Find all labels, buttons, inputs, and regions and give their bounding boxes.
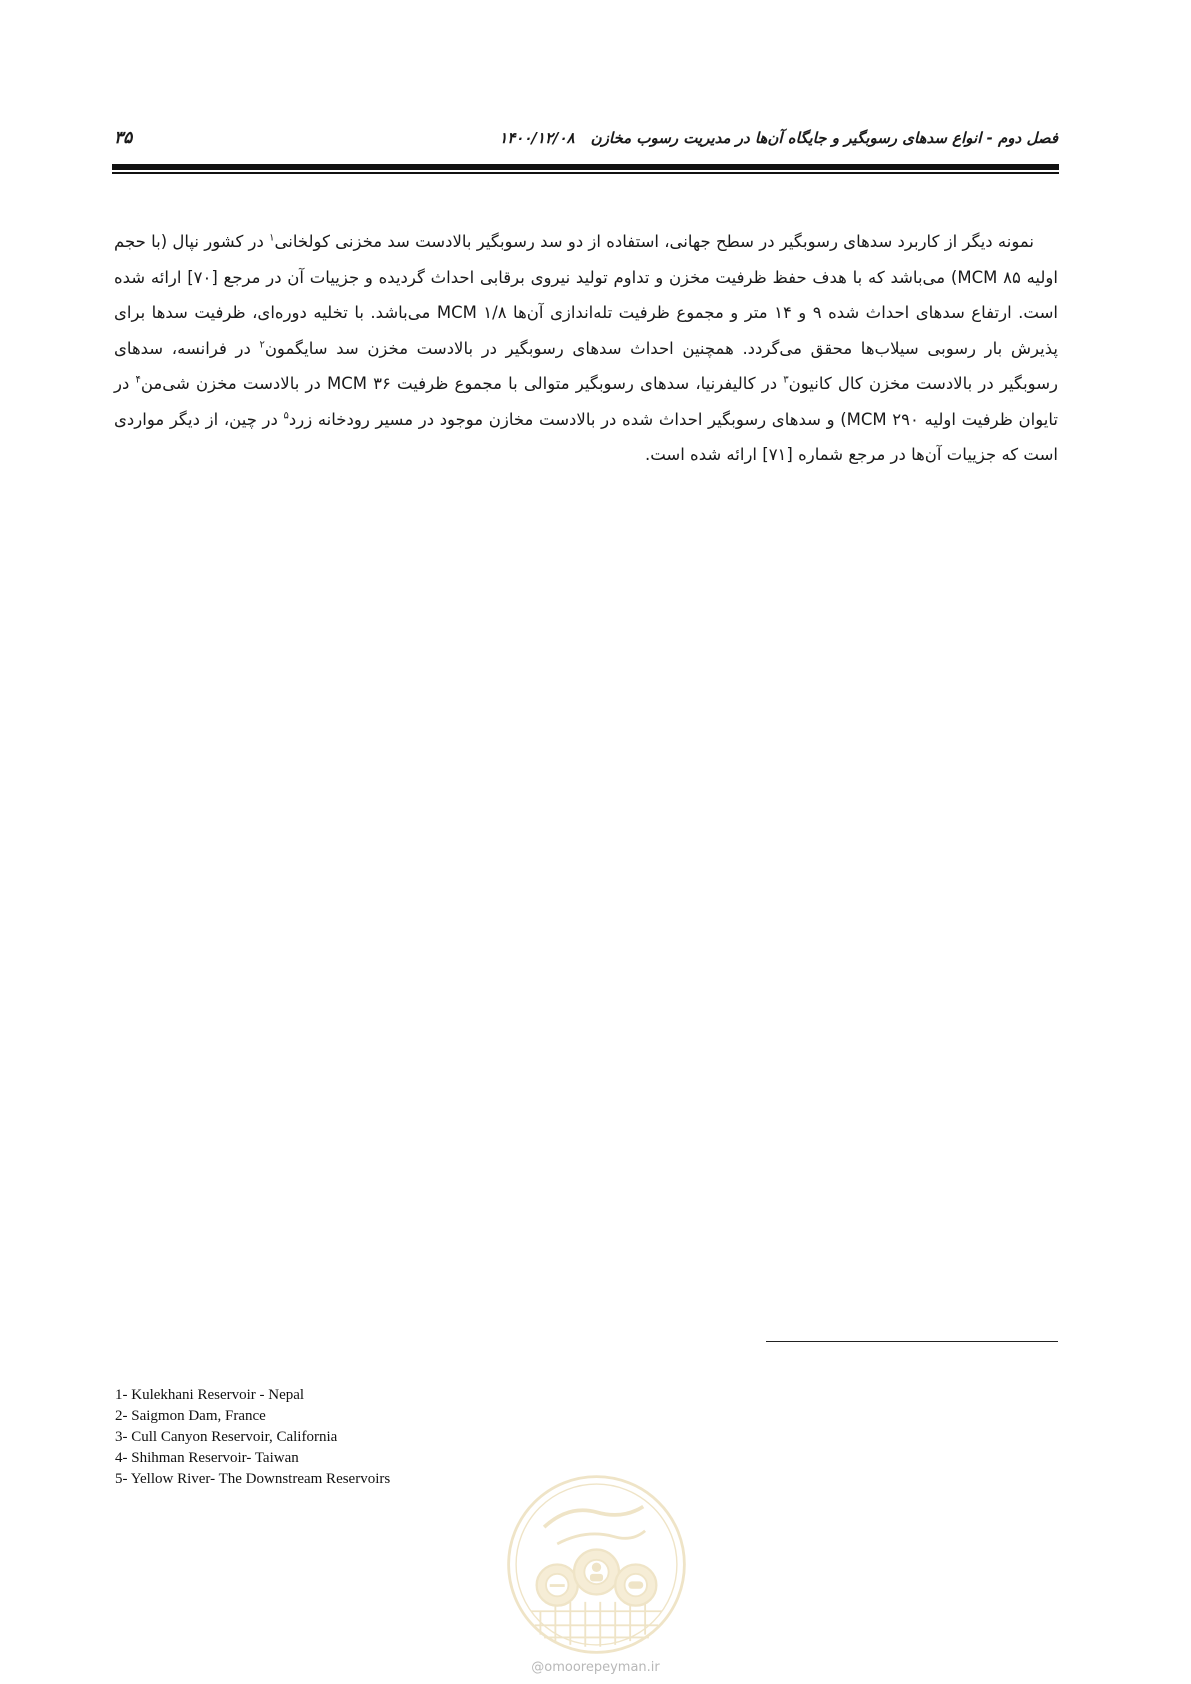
footnote-5: 5- Yellow River- The Downstream Reservoirs: [115, 1471, 391, 1487]
footnote-ref-3: ۳: [783, 374, 789, 386]
body-paragraph: [114, 224, 1058, 473]
footnote-ref-1: ۱: [269, 232, 275, 244]
text-run: در تایوان ظرفیت اولیه ۲۹۰ MCM) و سدهای رسوبگیر احداث شده در بالادست مخازن موجود در مسیر رودخانه زرد: [114, 374, 1058, 429]
footnote-3: 3- Cull Canyon Reservoir, California: [115, 1429, 338, 1445]
chapter-title-text: فصل دوم - انواع سدهای رسوبگیر و جایگاه آن‌ها در مدیریت رسوب مخازن: [590, 129, 1058, 147]
text-run: در کالیفرنیا، سدهای رسوبگیر متوالی با مجموع ظرفیت ۳۶ MCM در بالادست مخزن شی‌من: [140, 374, 784, 393]
footnote-ref-5: ۵: [283, 410, 289, 421]
footnote-2: 2- Saigmon Dam, France: [115, 1408, 266, 1424]
text-run: در کشور نپال (با حجم اولیه ۸۵ MCM) می‌باشد که با هدف حفظ ظرفیت مخزن و تداوم تولید نیروی برقابی احداث گردیده و جزییات آن در مرجع [۷۰] ارائه شده است. ارتفاع سدهای احداث شده ۹ و ۱۴ متر و مجموع ظرفیت تله‌اندازی آن‌ها ۱/۸ MCM می‌باشد. با تخلیه دوره‌ای، ظرفیت سدها برای پذیرش بار رسوبی سیلاب‌ها محقق می‌گردد. همچنین احداث سدهای رسوبگیر در بالادست مخزن سد سایگمون: [114, 232, 1058, 358]
site-watermark-text: omoorepeyman.ir: [544, 1660, 660, 1675]
paragraph: [114, 224, 1058, 473]
omoore-peyman-seal-icon: [503, 1471, 690, 1658]
page-header: [114, 126, 1058, 152]
header-date: ۱۴۰۰/۱۲/۰۸: [499, 129, 575, 147]
text-run: در فرانسه، سدهای رسوبگیر در بالادست مخزن کال کانیون: [114, 338, 1058, 393]
site-watermark: @omoorepeyman.ir: [531, 1660, 660, 1675]
footnote-ref-4: ۴: [135, 374, 141, 386]
text-run: نمونه دیگر از کاربرد سدهای رسوبگیر در سطح جهانی، استفاده از دو سد رسوبگیر بالادست سد مخزنی کولخانی: [274, 232, 1034, 251]
footnote-separator: [766, 1341, 1058, 1342]
chapter-title: [499, 126, 1058, 150]
header-rule: [112, 164, 1059, 170]
footnotes: [115, 1385, 390, 1490]
text-run: در چین، از دیگر مواردی است که جزییات آن‌ها در مرجع شماره [۷۱] ارائه شده است.: [114, 409, 1058, 464]
header-rule-thin: [112, 172, 1059, 174]
page-number: ۳۵: [114, 128, 133, 148]
footnote-ref-2: ۲: [259, 339, 265, 350]
footnote-4: 4- Shihman Reservoir- Taiwan: [115, 1450, 299, 1466]
footnote-1: 1- Kulekhani Reservoir - Nepal: [115, 1387, 305, 1403]
